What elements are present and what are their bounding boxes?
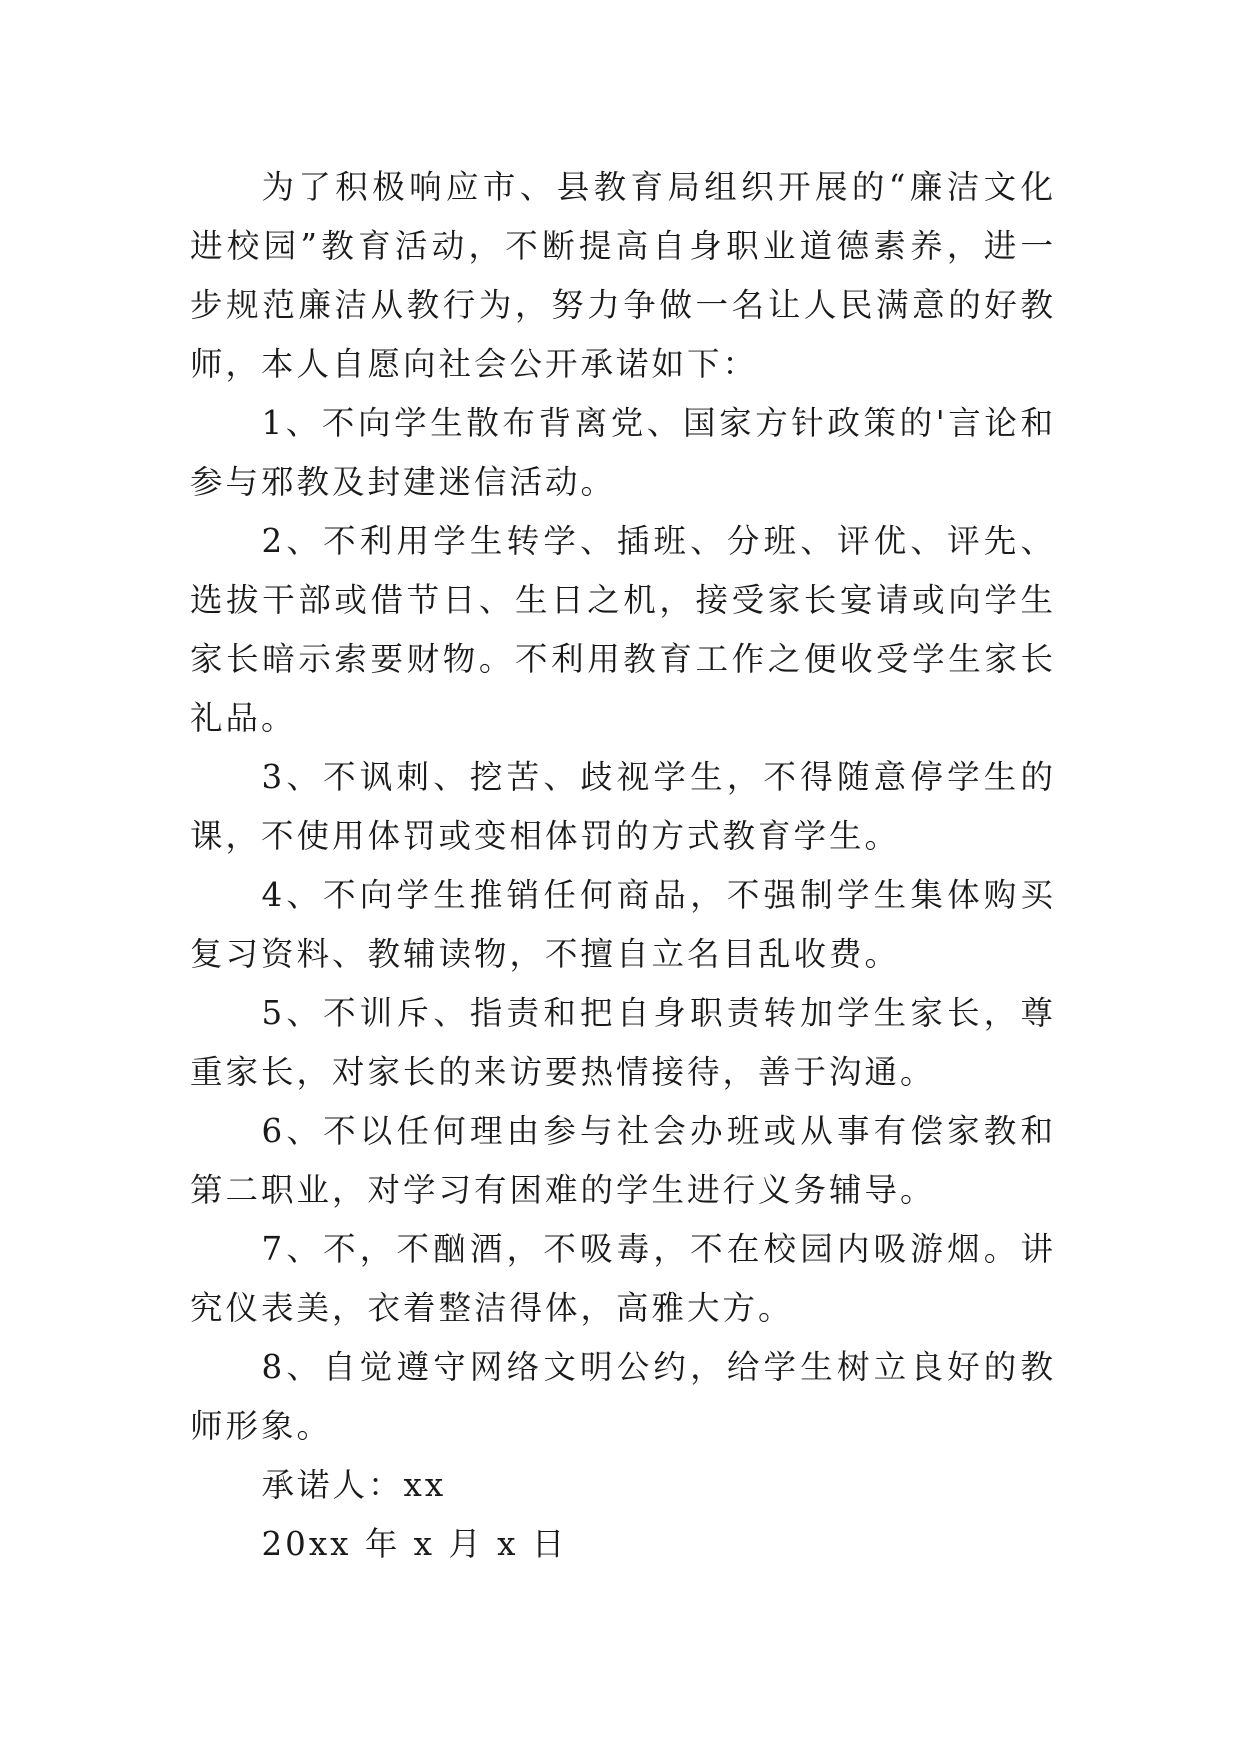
commitment-item-7: 7、不，不酗酒，不吸毒，不在校园内吸游烟。讲究仪表美，衣着整洁得体，高雅大方。 [190, 1230, 1056, 1327]
document-body [190, 158, 1056, 1574]
commitment-item-8: 8、自觉遵守网络文明公约，给学生树立良好的教师形象。 [190, 1348, 1056, 1445]
signer-line: 承诺人：xx [261, 1466, 447, 1504]
date-line: 20xx 年 x 月 x 日 [261, 1525, 568, 1563]
commitment-item-2: 2、不利用学生转学、插班、分班、评优、评先、选拔干部或借节日、生日之机，接受家长宴请或向学生家长暗示索要财物。不利用教育工作之便收受学生家长礼品。 [190, 522, 1056, 737]
commitment-item-4: 4、不向学生推销任何商品，不强制学生集体购买复习资料、教辅读物，不擅自立名目乱收费。 [190, 876, 1056, 973]
commitment-item-1: 1、不向学生散布背离党、国家方针政策的'言论和参与邪教及封建迷信活动。 [190, 404, 1056, 501]
intro-paragraph: 为了积极响应市、县教育局组织开展的“廉洁文化进校园”教育活动，不断提高自身职业道德素养，进一步规范廉洁从教行为，努力争做一名让人民满意的好教师，本人自愿向社会公开承诺如下： [190, 168, 1056, 383]
commitment-item-5: 5、不训斥、指责和把自身职责转加学生家长，尊重家长，对家长的来访要热情接待，善于沟通。 [190, 994, 1056, 1091]
commitment-item-6: 6、不以任何理由参与社会办班或从事有偿家教和第二职业，对学习有困难的学生进行义务辅导。 [190, 1112, 1056, 1209]
commitment-item-3: 3、不讽刺、挖苦、歧视学生，不得随意停学生的课，不使用体罚或变相体罚的方式教育学生。 [190, 758, 1056, 855]
